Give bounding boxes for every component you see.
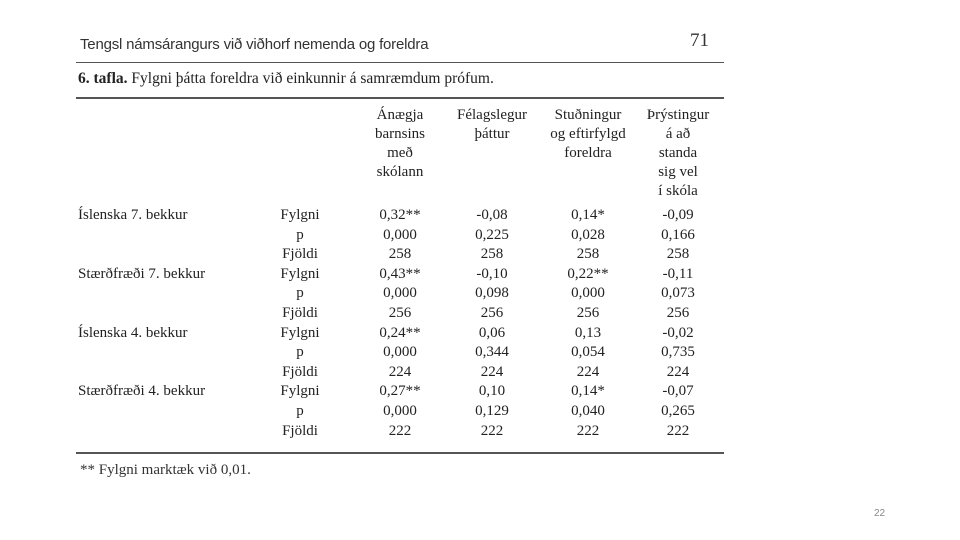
- table-cell: 0,000: [383, 226, 417, 243]
- table-cell: 256: [666, 305, 690, 321]
- column-header-line: Félagslegur: [457, 107, 527, 123]
- stat-label: Fjöldi: [282, 363, 318, 380]
- table-cell: 0,43**: [379, 265, 421, 282]
- table-cell: 0,22**: [567, 265, 609, 282]
- table-caption-text: Fylgni þátta foreldra við einkunnir á samræmdum prófum.: [127, 70, 494, 87]
- stat-label: p: [296, 344, 304, 361]
- column-header-line: Stuðningur: [554, 107, 622, 123]
- table-cell: -0,11: [662, 265, 694, 282]
- table-cell: 256: [576, 305, 600, 321]
- table-cell: 258: [666, 246, 690, 263]
- table-cell: 222: [666, 422, 690, 439]
- page-number: 71: [690, 30, 709, 51]
- table-cell: 0,14*: [571, 207, 605, 223]
- stat-label: Fylgni: [280, 207, 320, 223]
- column-header-line: standa: [658, 145, 698, 161]
- table-cell: 0,10: [478, 383, 506, 400]
- column-header-line: í skóla: [658, 183, 698, 199]
- table-cell: -0,07: [662, 383, 694, 400]
- stat-label: p: [296, 403, 304, 419]
- column-header-line: og eftirfylgd: [550, 126, 626, 142]
- stat-label: Fylgni: [280, 324, 320, 341]
- table-cell: 0,24**: [379, 324, 421, 341]
- table-cell: 224: [576, 363, 600, 380]
- table-cell: 222: [480, 422, 504, 439]
- footnote: ** Fylgni marktæk við 0,01.: [80, 462, 251, 478]
- table-caption: [78, 70, 494, 88]
- stat-label: Fjöldi: [282, 422, 318, 439]
- table-cell: 258: [576, 246, 600, 263]
- table-cell: 0,054: [571, 344, 605, 361]
- table-cell: 0,14*: [571, 383, 605, 400]
- table-cell: 224: [666, 363, 690, 380]
- column-header: [533, 106, 643, 163]
- table-cell: 0,000: [383, 344, 417, 361]
- table-cell: 0,028: [571, 226, 605, 243]
- column-header-line: með: [387, 145, 413, 161]
- stat-label: Fylgni: [280, 383, 320, 400]
- stat-label: p: [296, 285, 304, 302]
- table-cell: 0,225: [475, 226, 509, 243]
- table-cell: -0,08: [476, 207, 508, 223]
- table-cell: 0,13: [574, 324, 602, 341]
- column-header: [360, 106, 440, 182]
- column-header: [444, 106, 540, 144]
- column-header-line: Þrýstingur: [646, 107, 710, 123]
- table-cell: 0,735: [661, 344, 695, 361]
- table-cell: 0,000: [383, 285, 417, 302]
- table-cell: 0,166: [661, 226, 695, 243]
- table-cell: -0,02: [662, 324, 694, 341]
- caption-rule: [76, 97, 724, 99]
- table-cell: 256: [480, 305, 504, 321]
- column-header-line: foreldra: [564, 145, 612, 161]
- table-cell: 0,06: [478, 324, 506, 341]
- column-header-line: skólann: [376, 164, 424, 180]
- page-header-title: Tengsl námsárangurs við viðhorf nemenda og foreldra: [80, 36, 429, 53]
- column-header-line: þáttur: [474, 126, 510, 142]
- column-header-line: sig vel: [658, 164, 698, 180]
- table-cell: 0,265: [661, 403, 695, 419]
- table-caption-label: 6. tafla.: [78, 70, 128, 87]
- bottom-rule: [76, 452, 724, 454]
- table-cell: 224: [480, 363, 504, 380]
- row-group-label: Íslenska 4. bekkur: [78, 324, 188, 341]
- slide-number: 22: [874, 508, 886, 519]
- top-rule: [76, 62, 724, 63]
- row-group-label: Stærðfræði 7. bekkur: [78, 265, 206, 282]
- column-header-line: barnsins: [375, 126, 425, 142]
- table-cell: 0,000: [383, 403, 417, 419]
- table-cell: 258: [388, 246, 412, 263]
- table-cell: 0,040: [571, 403, 605, 419]
- table-cell: 0,073: [661, 285, 695, 302]
- table-cell: 0,344: [475, 344, 509, 361]
- column-header-line: á að: [665, 126, 691, 142]
- stat-label: Fjöldi: [282, 305, 318, 321]
- table-cell: 0,129: [475, 403, 509, 419]
- column-header-line: Ánægja: [376, 107, 424, 123]
- table-cell: 224: [388, 363, 412, 380]
- table-cell: 0,32**: [379, 207, 421, 223]
- table-cell: 256: [388, 305, 412, 321]
- stat-label: Fylgni: [280, 265, 320, 282]
- stat-label: Fjöldi: [282, 246, 318, 263]
- table-cell: -0,09: [662, 207, 694, 223]
- table-cell: 0,000: [571, 285, 605, 302]
- table-cell: 258: [480, 246, 504, 263]
- stat-label: p: [296, 226, 304, 243]
- table-cell: 222: [388, 422, 412, 439]
- table-cell: -0,10: [476, 265, 508, 282]
- row-group-label: Stærðfræði 4. bekkur: [78, 383, 206, 400]
- row-group-label: Íslenska 7. bekkur: [78, 207, 188, 223]
- table-cell: 0,098: [475, 285, 509, 302]
- table-cell: 0,27**: [379, 383, 421, 400]
- column-header: [638, 106, 718, 201]
- table-cell: 222: [576, 422, 600, 439]
